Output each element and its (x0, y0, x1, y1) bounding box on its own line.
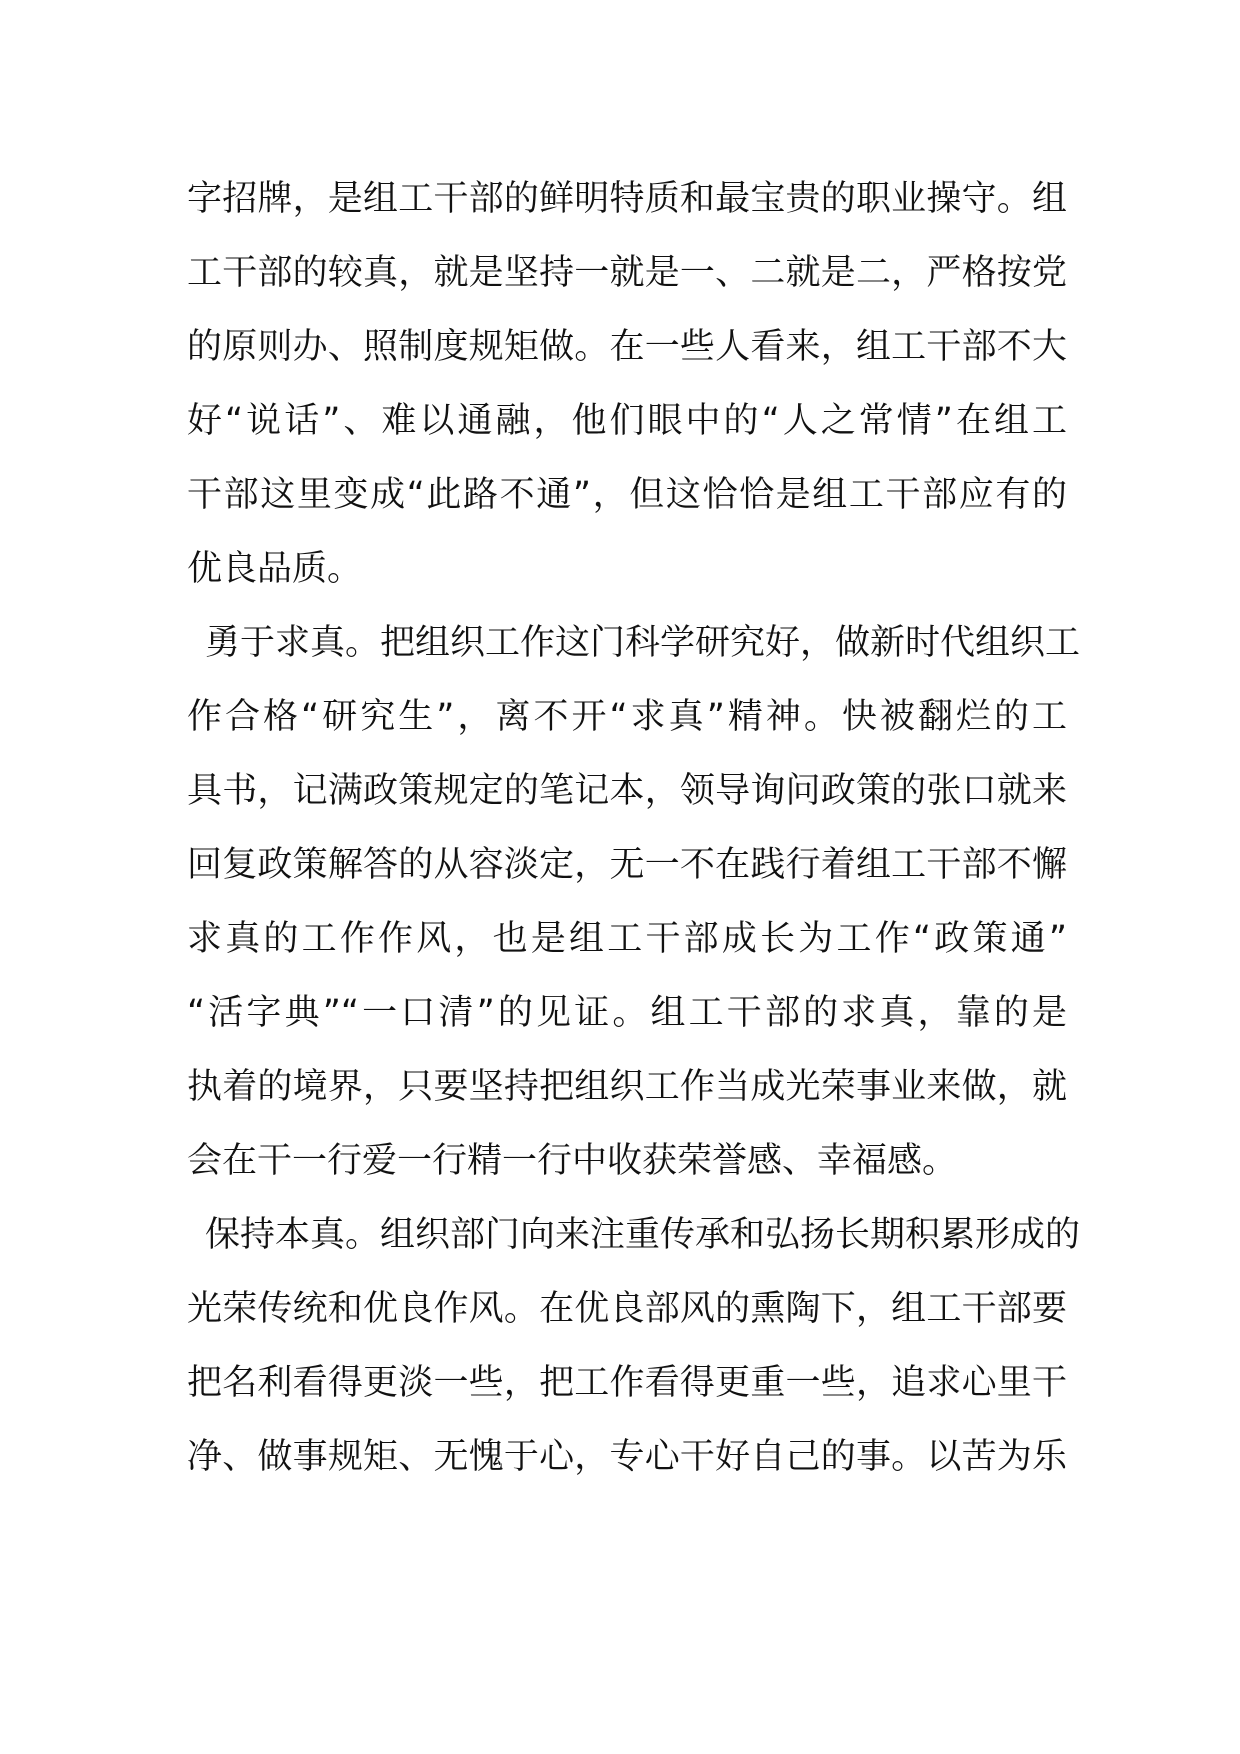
paragraph-2 (187, 606, 1081, 1198)
paragraph-3 (187, 1198, 1081, 1494)
text-line: 工干部的较真，就是坚持一就是一、二就是二，严格按党 (187, 253, 1067, 293)
text-line: 回复政策解答的从容淡定，无一不在践行着组工干部不懈 (187, 845, 1067, 885)
text-line: 保持本真。组织部门向来注重传承和弘扬长期积累形成的 (205, 1215, 1081, 1255)
text-line: “活字典”“一口清”的见证。组工干部的求真，靠的是 (187, 993, 1067, 1033)
text-line: 会在干一行爱一行精一行中收获荣誉感、幸福感。 (187, 1141, 958, 1181)
text-line: 把名利看得更淡一些，把工作看得更重一些，追求心里干 (187, 1363, 1067, 1403)
text-line: 干部这里变成“此路不通”，但这恰恰是组工干部应有的 (187, 475, 1067, 515)
text-line: 的原则办、照制度规矩做。在一些人看来，组工干部不大 (187, 327, 1067, 367)
text-line: 优良品质。 (187, 549, 363, 589)
text-line: 求真的工作作风，也是组工干部成长为工作“政策通” (187, 919, 1067, 959)
text-line: 具书，记满政策规定的笔记本，领导询问政策的张口就来 (187, 771, 1067, 811)
text-line: 勇于求真。把组织工作这门科学研究好，做新时代组织工 (205, 623, 1081, 663)
text-line: 净、做事规矩、无愧于心，专心干好自己的事。以苦为乐 (187, 1437, 1067, 1477)
body-text (187, 162, 1081, 1494)
text-line: 光荣传统和优良作风。在优良部风的熏陶下，组工干部要 (187, 1289, 1067, 1329)
text-line: 字招牌，是组工干部的鲜明特质和最宝贵的职业操守。组 (187, 179, 1067, 219)
text-line: 执着的境界，只要坚持把组织工作当成光荣事业来做，就 (187, 1067, 1067, 1107)
text-line: 作合格“研究生”，离不开“求真”精神。快被翻烂的工 (187, 697, 1067, 737)
paragraph-1 (187, 162, 1067, 606)
text-line: 好“说话”、难以通融，他们眼中的“人之常情”在组工 (187, 401, 1067, 441)
